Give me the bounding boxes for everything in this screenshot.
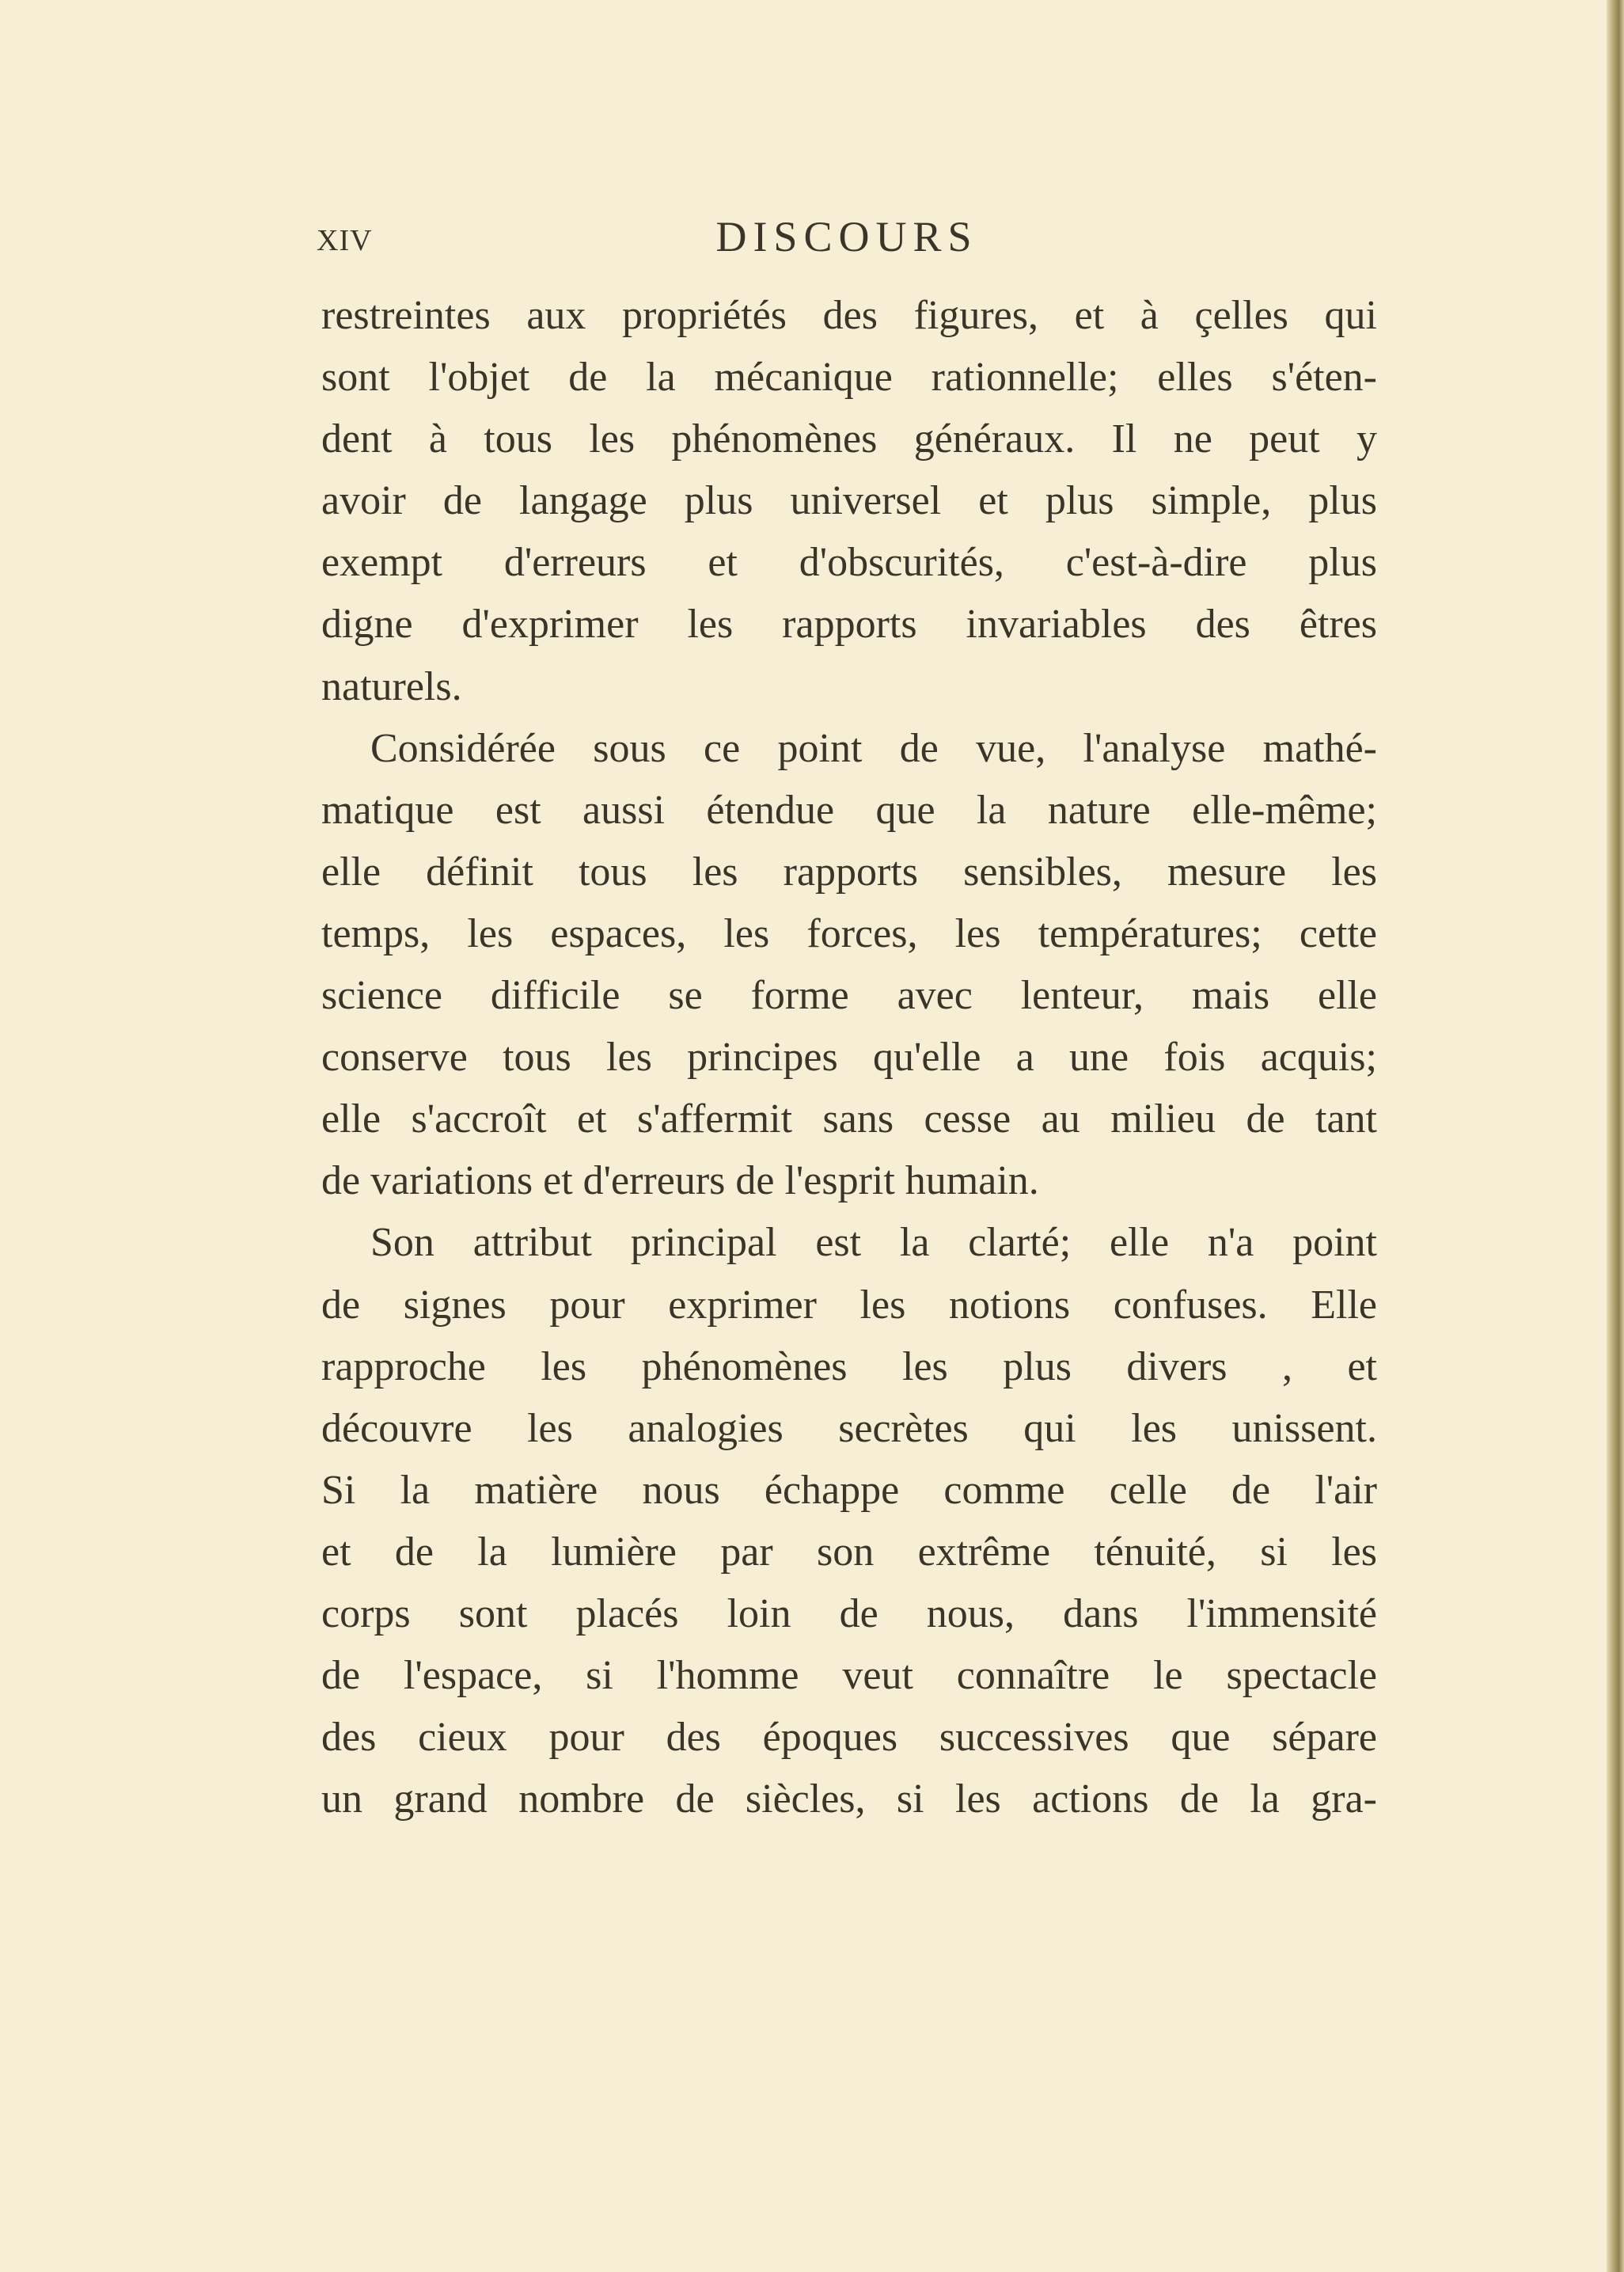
text-line: et de la lumière par son extrême ténuité, si les: [321, 1529, 1377, 1575]
text-line: un grand nombre de siècles, si les actions de la gra-: [321, 1776, 1377, 1822]
text-line: de variations et d'erreurs de l'esprit humain.: [321, 1158, 1039, 1204]
text-line: rapproche les phénomènes les plus divers , et: [321, 1343, 1377, 1389]
text-line: de l'espace, si l'homme veut connaître le spectacle: [321, 1653, 1377, 1699]
body-text: [321, 285, 1377, 1830]
page-header: [317, 212, 1377, 268]
text-line: de signes pour exprimer les notions confuses. Elle: [321, 1282, 1377, 1328]
text-line: elle définit tous les rapports sensibles, mesure les: [321, 849, 1377, 895]
running-title: DISCOURS: [715, 213, 978, 260]
text-line: corps sont placés loin de nous, dans l'immensité: [321, 1590, 1377, 1636]
text-line: des cieux pour des époques successives que sépare: [321, 1715, 1377, 1761]
text-line: restreintes aux propriétés des figures, et à çelles qui: [321, 293, 1377, 338]
text-line: science difficile se forme avec lenteur, mais elle: [321, 973, 1377, 1019]
text-line: matique est aussi étendue que la nature elle-même;: [321, 787, 1377, 833]
text-line: Son attribut principal est la clarté; elle n'a point: [370, 1220, 1377, 1266]
text-line: naturels.: [321, 663, 462, 709]
text-line: conserve tous les principes qu'elle a une fois acquis;: [321, 1035, 1377, 1081]
text-line: découvre les analogies secrètes qui les unissent.: [321, 1405, 1377, 1451]
page-number: XIV: [317, 224, 373, 257]
text-line: sont l'objet de la mécanique rationnelle; elles s'éten-: [321, 355, 1377, 401]
text-line: exempt d'erreurs et d'obscurités, c'est-à-dire plus: [321, 540, 1377, 586]
text-line: avoir de langage plus universel et plus simple, plus: [321, 478, 1377, 524]
text-line: Si la matière nous échappe comme celle de l'air: [321, 1467, 1377, 1513]
text-line: digne d'exprimer les rapports invariables des êtres: [321, 602, 1377, 648]
text-line: temps, les espaces, les forces, les températures; cette: [321, 910, 1377, 956]
page-edge: [1607, 0, 1624, 2272]
text-line: Considérée sous ce point de vue, l'analyse mathé-: [370, 725, 1377, 771]
text-line: dent à tous les phénomènes généraux. Il ne peut y: [321, 416, 1377, 462]
text-line: elle s'accroît et s'affermit sans cesse au milieu de tant: [321, 1096, 1377, 1142]
